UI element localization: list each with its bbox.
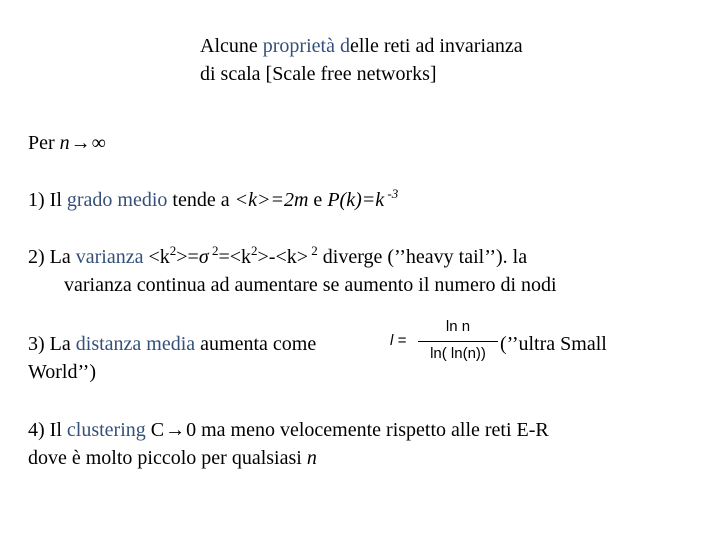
n-symbol: n [306, 447, 317, 469]
infinity-symbol: ∞ [91, 132, 106, 154]
title-text-end: elle reti ad invarianza [349, 35, 523, 57]
item-3-line-2: World’’) [28, 361, 96, 383]
item-4-line-2 [28, 446, 317, 470]
item-2-formula-part: >-<k> [257, 246, 309, 268]
item-4 [28, 418, 549, 442]
per-line [28, 131, 106, 155]
item-3-mid: aumenta come [195, 333, 317, 355]
item-4-rest: 0 ma meno velocemente rispetto alle reti E-R [186, 419, 549, 441]
right-arrow-icon: → [70, 132, 91, 154]
item-2-rest: diverge (’’heavy tail’’). la [317, 246, 528, 268]
item-1-term: grado medio [66, 189, 168, 211]
item-2-term: varianza [75, 246, 144, 268]
item-4-prefix: 4) Il [28, 419, 67, 441]
formula-lhs: l = [390, 332, 407, 349]
item-2-line-2: varianza continua ad aumentare se aumento il numero di nodi [64, 274, 557, 296]
item-3-prefix: 3) La [28, 333, 76, 355]
item-4-term: clustering [66, 419, 146, 441]
item-1-prefix: 1) Il [28, 189, 67, 211]
per-text: Per [28, 132, 60, 154]
title-highlight: proprietà [262, 35, 335, 57]
item-1-pk: P(k)=k [327, 189, 385, 211]
item-1 [28, 188, 398, 214]
n-symbol: n [59, 132, 70, 154]
item-3-term: distanza media [75, 333, 196, 355]
item-3-suffix: (’’ultra Small [500, 333, 607, 355]
title-line-2: di scala [Scale free networks] [200, 63, 437, 85]
item-3 [28, 332, 316, 356]
item-4-line-2-text: dove è molto piccolo per qualsiasi [28, 447, 307, 469]
item-1-exponent: -3 [384, 186, 399, 201]
title-line-1 [200, 34, 523, 58]
item-2-sup: 2 [169, 243, 177, 258]
formula-denominator: ln( ln(n)) [430, 345, 486, 362]
right-arrow-icon: → [165, 419, 186, 441]
title-text: Alcune [200, 35, 263, 57]
item-4-mid: C [145, 419, 165, 441]
sigma-symbol: σ [198, 246, 209, 268]
item-2 [28, 245, 527, 271]
item-2-sup: 2 [308, 243, 318, 258]
item-2-prefix: 2) La [28, 246, 76, 268]
item-2-formula-part: >= [176, 246, 199, 268]
item-2-sup: 2 [251, 243, 258, 258]
item-1-and: e [308, 189, 328, 211]
distance-formula [388, 316, 500, 370]
item-2-sup: 2 [208, 243, 219, 258]
item-2-formula-part: <k [143, 246, 170, 268]
item-1-formula: <k>=2m [234, 189, 309, 211]
fraction-bar [418, 341, 498, 342]
item-1-mid: tende a [167, 189, 235, 211]
title-highlight-letter: d [339, 35, 350, 57]
formula-numerator: ln n [445, 318, 471, 335]
item-2-formula-part: =<k [218, 246, 252, 268]
